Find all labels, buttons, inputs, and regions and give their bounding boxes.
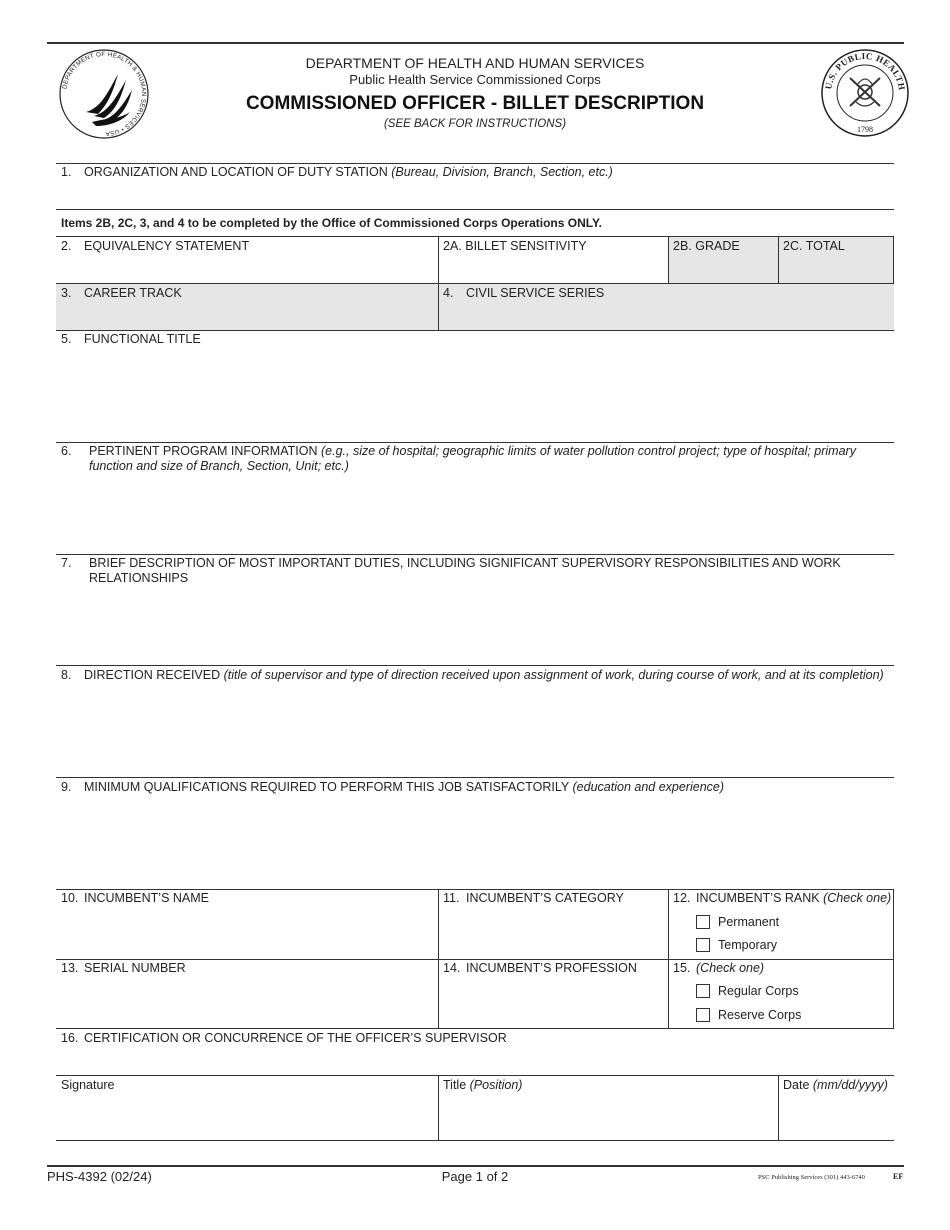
svg-text:DEPARTMENT OF HEALTH & HUMAN S: DEPARTMENT OF HEALTH & HUMAN SERVICES • USA <box>61 50 148 138</box>
signature-label: Signature <box>61 1078 115 1092</box>
field-5-label: 5. FUNCTIONAL TITLE <box>61 332 201 346</box>
serial-number-field[interactable] <box>57 976 437 1027</box>
temporary-label: Temporary <box>718 938 778 952</box>
title-label: Title (Position) <box>443 1078 523 1092</box>
field-11-label: 11. INCUMBENT’S CATEGORY <box>443 891 624 905</box>
reserve-corps-checkbox[interactable] <box>696 1008 710 1022</box>
field-4-label: 4. CIVIL SERVICE SERIES <box>443 286 605 300</box>
grade-field[interactable] <box>669 254 777 283</box>
form-title: COMMISSIONED OFFICER - BILLET DESCRIPTION <box>245 93 705 114</box>
field-1-label: 1. ORGANIZATION AND LOCATION OF DUTY STATION (Bureau, Division, Branch, Section, etc.) <box>61 165 613 179</box>
department-name: DEPARTMENT OF HEALTH AND HUMAN SERVICES <box>305 55 645 71</box>
field-12-label: 12. INCUMBENT’S RANK (Check one) <box>673 891 892 905</box>
field-7-label-line2: RELATIONSHIPS <box>89 571 189 585</box>
seal-year: 1798 <box>857 125 873 134</box>
signature-field[interactable] <box>57 1094 437 1139</box>
field-7-label: 7. BRIEF DESCRIPTION OF MOST IMPORTANT DUTIES, INCLUDING SIGNIFICANT SUPERVISORY RESPONSIBILITIES AND WORK <box>61 556 841 570</box>
field-6-label: 6. PERTINENT PROGRAM INFORMATION (e.g., size of hospital; geographic limits of water pollution control project; type of hospital; primary <box>61 444 856 458</box>
program-information-field[interactable] <box>56 476 894 552</box>
page-number: Page 1 of 2 <box>441 1169 509 1184</box>
date-field[interactable] <box>779 1094 893 1139</box>
bottom-rule <box>47 1165 904 1167</box>
incumbent-name-field[interactable] <box>57 906 437 958</box>
field-8-label: 8. DIRECTION RECEIVED (title of supervisor and type of direction received upon assignment of work, during course of work, and at its completion) <box>61 668 884 682</box>
permanent-checkbox[interactable] <box>696 915 710 929</box>
phs-seal-logo <box>820 48 910 138</box>
instructions-note: (SEE BACK FOR INSTRUCTIONS) <box>383 118 567 130</box>
publisher-note: PSC Publishing Services (301) 443-6740 <box>758 1174 865 1181</box>
field-15-label: 15. (Check one) <box>673 961 765 975</box>
title-position-field[interactable] <box>439 1094 777 1139</box>
temporary-checkbox[interactable] <box>696 938 710 952</box>
minimum-qualifications-field[interactable] <box>56 796 894 888</box>
functional-title-field[interactable] <box>56 348 894 440</box>
ef-mark: EF <box>893 1172 904 1181</box>
direction-received-field[interactable] <box>56 684 894 776</box>
corps-name: Public Health Service Commissioned Corps <box>349 72 601 87</box>
field-3-label: 3. CAREER TRACK <box>61 286 182 300</box>
total-field[interactable] <box>779 254 892 283</box>
field-9-label: 9. MINIMUM QUALIFICATIONS REQUIRED TO PERFORM THIS JOB SATISFACTORILY (education and experience) <box>61 780 725 794</box>
field-2c-label: 2C. TOTAL <box>783 239 845 253</box>
date-label: Date (mm/dd/yyyy) <box>783 1078 888 1092</box>
incumbent-profession-field[interactable] <box>439 976 667 1027</box>
reserve-corps-label: Reserve Corps <box>718 1008 802 1022</box>
field-16-label: 16. CERTIFICATION OR CONCURRENCE OF THE OFFICER’S SUPERVISOR <box>61 1031 507 1045</box>
equivalency-statement-field[interactable] <box>57 254 437 283</box>
field-2-label: 2. EQUIVALENCY STATEMENT <box>61 239 250 253</box>
ops-only-note: Items 2B, 2C, 3, and 4 to be completed by the Office of Commissioned Corps Operations ONLY. <box>61 216 603 230</box>
field-2b-label: 2B. GRADE <box>673 239 740 253</box>
duties-description-field[interactable] <box>56 588 894 664</box>
billet-sensitivity-field[interactable] <box>439 254 667 283</box>
top-rule <box>47 42 904 44</box>
form-id: PHS-4392 (02/24) <box>47 1169 152 1184</box>
career-track-field[interactable] <box>57 301 437 329</box>
field-13-label: 13. SERIAL NUMBER <box>61 961 186 975</box>
field-2a-label: 2A. BILLET SENSITIVITY <box>443 239 587 253</box>
regular-corps-label: Regular Corps <box>718 984 799 998</box>
permanent-label: Permanent <box>718 915 780 929</box>
civil-service-series-field[interactable] <box>439 301 892 329</box>
incumbent-category-field[interactable] <box>439 906 667 958</box>
regular-corps-checkbox[interactable] <box>696 984 710 998</box>
svg-text:U.S. PUBLIC HEALTH SERVICE: U.S. PUBLIC HEALTH <box>823 50 908 92</box>
field-14-label: 14. INCUMBENT’S PROFESSION <box>443 961 637 975</box>
duty-station-field[interactable] <box>56 180 894 208</box>
field-10-label: 10. INCUMBENT’S NAME <box>61 891 210 905</box>
field-6-hint-line2: function and size of Branch, Section, Unit; etc.) <box>89 459 349 473</box>
